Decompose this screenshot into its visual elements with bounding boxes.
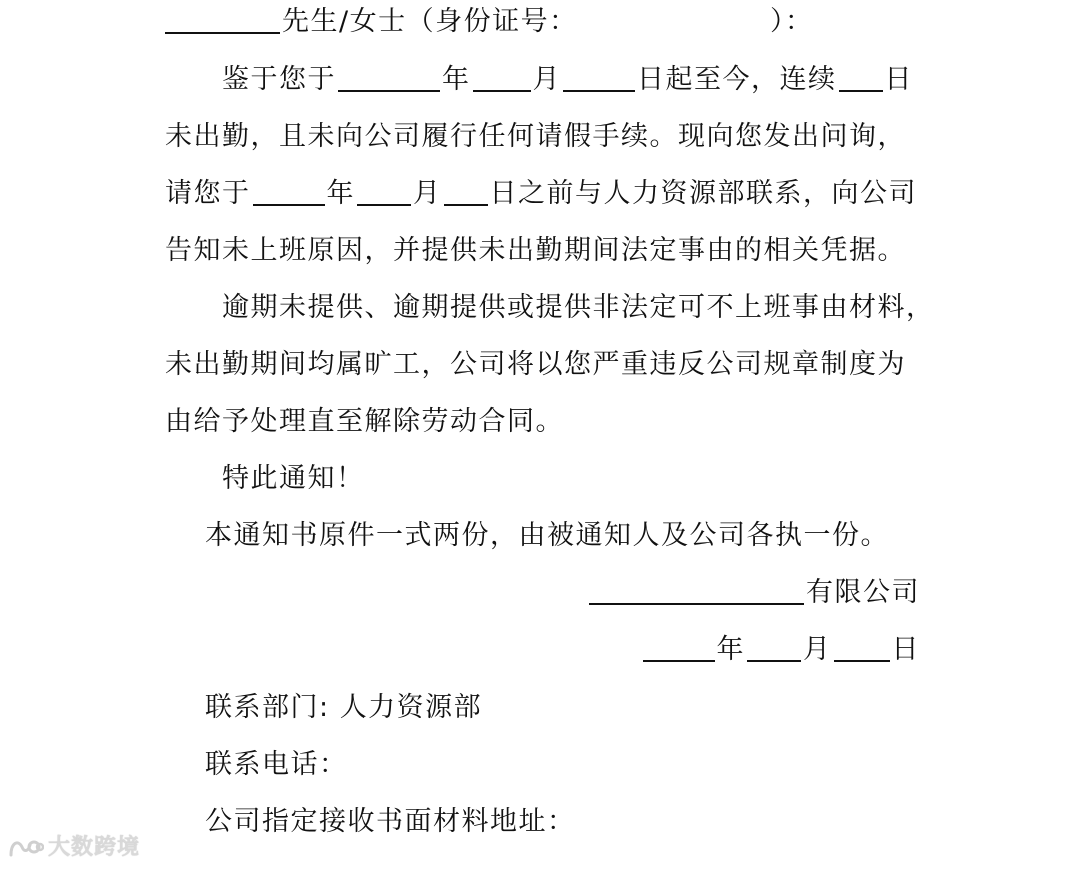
start-year-blank [338,89,440,92]
para1-l1-seg0: 鉴于您于 [222,64,336,95]
salutation-close-text: ）： [770,6,814,37]
para1-l1-seg4: 日 [884,64,913,95]
para1-line3 [165,177,917,211]
absent-days-blank [839,89,883,92]
para1-l3-seg3: 日之前与人力资源部联系，向公司 [489,178,917,209]
sign-year-label: 年 [716,634,745,665]
copies-note-text: 本通知书原件一式两份，由被通知人及公司各执一份。 [205,520,889,551]
para1-l3-seg2: 月 [413,178,442,209]
salutation-line [165,5,578,39]
start-day-blank [563,89,635,92]
para1-l1-seg3: 日起至今，连续 [637,64,837,95]
copies-note-line [205,519,889,553]
salutation-text: 先生/女士（身份证号： [282,6,578,37]
sign-month-blank [747,659,801,662]
para2-l2-text: 未出勤期间均属旷工，公司将以您严重违反公司规章制度为 [165,349,906,380]
sign-day-blank [834,659,890,662]
deadline-year-blank [253,203,325,206]
para1-l3-seg1: 年 [326,178,355,209]
contact-dept-value: 人力资源部 [339,692,483,723]
start-month-blank [473,89,531,92]
sign-year-blank [643,659,715,662]
company-suffix: 有限公司 [806,577,920,608]
watermark-text: 大数跨境 [48,835,141,860]
deadline-day-blank [444,203,488,206]
contact-dept-label: 联系部门: [205,692,340,723]
signature-company-line [587,576,920,610]
para1-line4 [165,234,906,268]
para1-l1-seg1: 年 [442,64,471,95]
para1-line2 [165,120,906,154]
contact-phone-line [205,748,348,782]
salutation-close [770,5,814,39]
signature-date-line [641,633,921,667]
para2-l1-text: 逾期未提供、逾期提供或提供非法定可不上班事由材料， [222,292,935,323]
contact-address-label: 公司指定接收书面材料地址： [205,806,576,837]
deadline-month-blank [357,203,411,206]
para1-l3-seg0: 请您于 [165,178,251,209]
contact-dept-line [205,691,482,725]
para2-l3-text: 由给予处理直至解除劳动合同。 [165,406,564,437]
para2-line1 [222,291,935,325]
para1-l4-text: 告知未上班原因，并提供未出勤期间法定事由的相关凭据。 [165,235,906,266]
para2-line2 [165,348,906,382]
name-blank [165,31,280,34]
watermark [8,832,140,864]
contact-address-line [205,805,576,839]
closing-line [222,462,365,496]
para2-line3 [165,405,564,439]
para1-line1 [222,63,913,97]
sign-day-label: 日 [891,634,920,665]
company-name-blank [589,602,804,605]
contact-phone-label: 联系电话： [205,749,348,780]
para1-l2-text: 未出勤，且未向公司履行任何请假手续。现向您发出问询， [165,121,906,152]
para1-l1-seg2: 月 [532,64,561,95]
closing-text: 特此通知！ [222,463,365,494]
sign-month-label: 月 [803,634,832,665]
dashu-logo-icon [8,835,44,859]
